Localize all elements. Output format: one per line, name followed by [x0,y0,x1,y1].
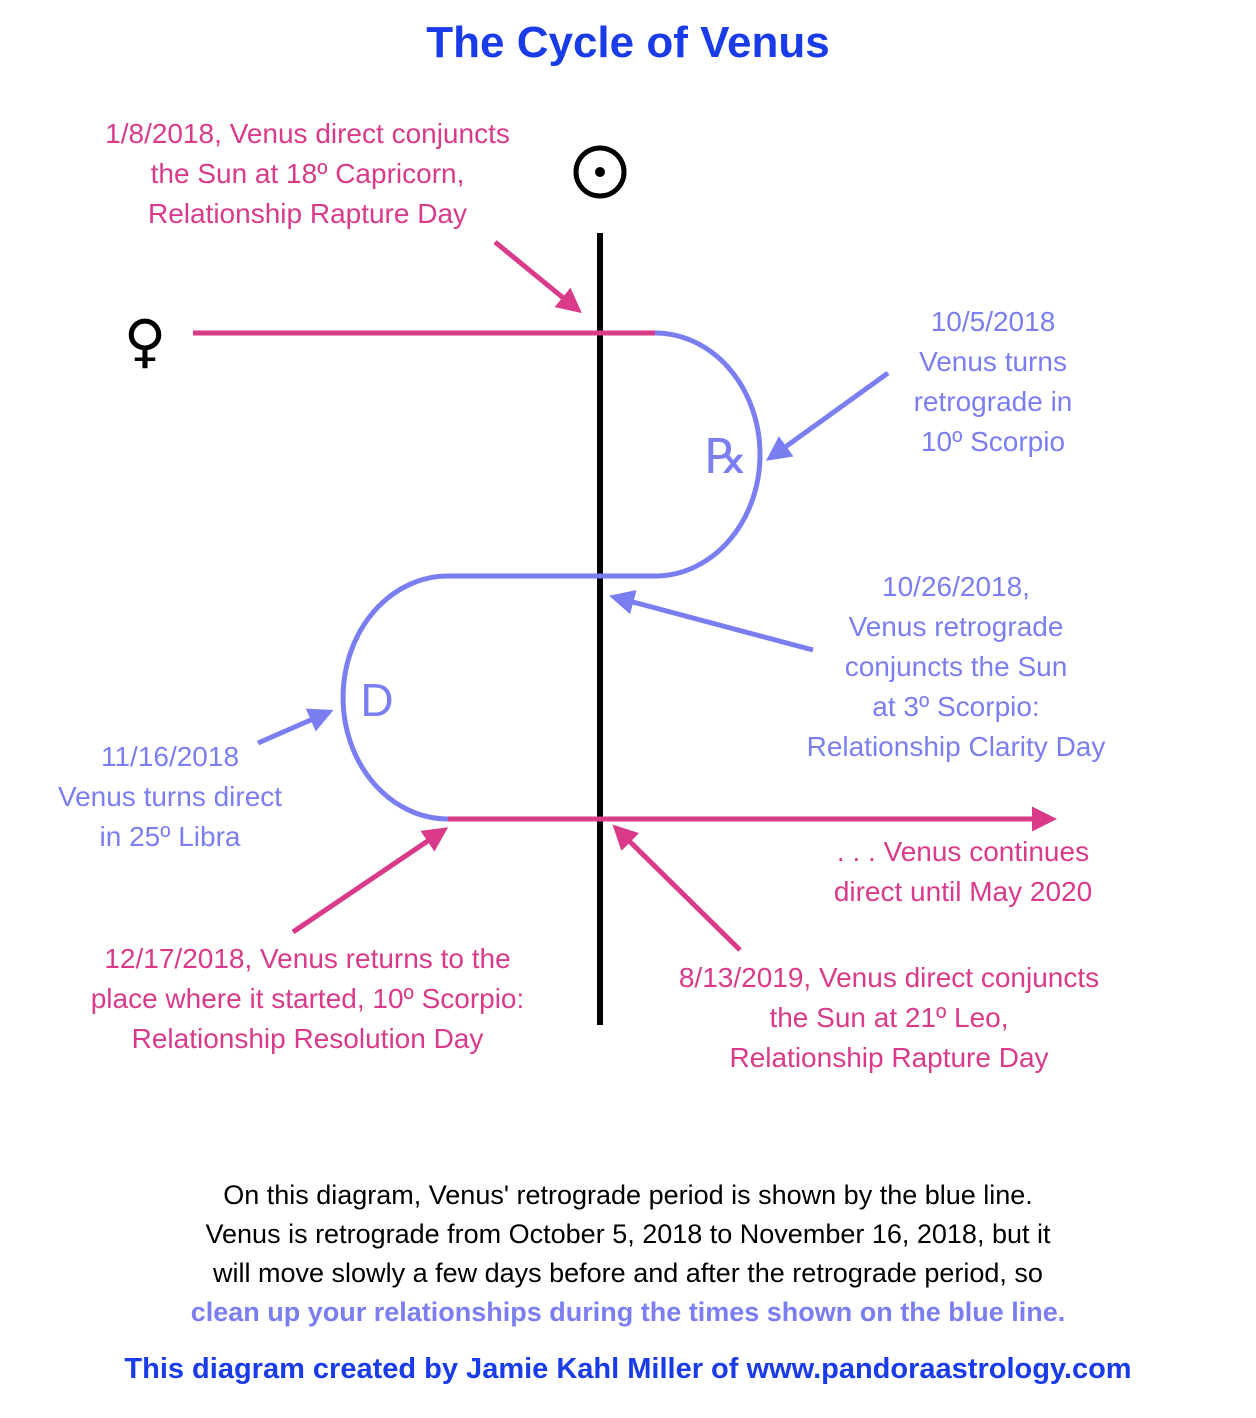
annotation-dec17-2018: 12/17/2018, Venus returns to the place where it started, 10º Scorpio: Relationship Resolution Day [90,943,525,1054]
venus-symbol-icon: ♀ [123,307,167,375]
direct-marker: D [360,674,394,726]
credit-line: This diagram created by Jamie Kahl Miller of www.pandoraastrology.com [124,1353,1132,1385]
footer-line-1: On this diagram, Venus' retrograde period is shown by the blue line. [223,1180,1033,1210]
retrograde-marker: ℞ [704,429,748,485]
footer-highlight: clean up your relationships during the times shown on the blue line. [190,1297,1066,1327]
annotation-oct26-2018: 10/26/2018, Venus retrograde conjuncts the Sun at 3º Scorpio: Relationship Clarity Day [806,571,1106,762]
footer-line-3: will move slowly a few days before and after the retrograde period, so [213,1258,1043,1288]
footer-highlight-row [0,1293,1256,1332]
annotation-oct5-2018: 10/5/2018 Venus turns retrograde in 10º Scorpio [913,306,1073,457]
annotation-nov16-2018: 11/16/2018 Venus turns direct in 25º Libra [57,741,283,852]
arrow-aug13-2019 [616,828,740,950]
annotation-jan-2018: 1/8/2018, Venus direct conjuncts the Sun at 18º Capricorn, Relationship Rapture Day [105,118,510,229]
diagram-title: The Cycle of Venus [426,18,830,67]
annotation-continues-direct: . . . Venus continues direct until May 2020 [833,836,1093,907]
venus-retrograde-loop [343,333,760,819]
annotation-aug13-2019: 8/13/2019, Venus direct conjuncts the Sun at 21º Leo, Relationship Rapture Day [678,962,1100,1073]
arrow-jan-2018 [495,242,578,310]
footer-line-2: Venus is retrograde from October 5, 2018 to November 16, 2018, but it [205,1219,1051,1249]
sun-symbol-icon [576,148,624,196]
